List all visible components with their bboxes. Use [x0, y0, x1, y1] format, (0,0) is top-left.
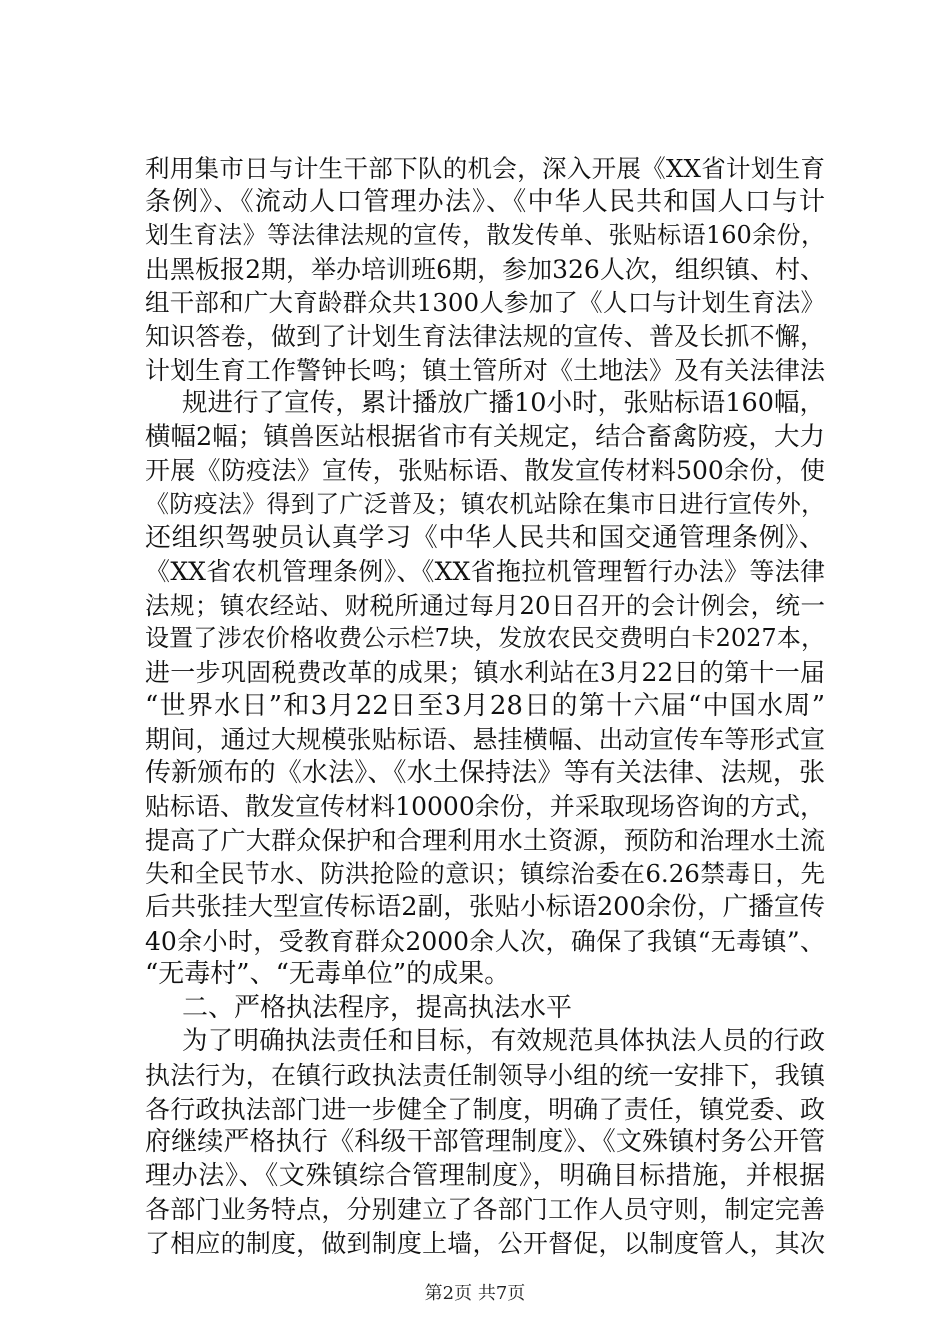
text-line: 为了明确执法责任和目标，有效规范具体执法人员的行政 — [182, 1026, 825, 1057]
text-line: 计划生育工作警钟长鸣；镇土管所对《土地法》及有关法律法 — [145, 355, 825, 385]
text-line: 贴标语、散发宣传材料10000余份，并采取现场咨询的方式， — [145, 792, 825, 822]
text-line: 出黑板报2期，举办培训班6期，参加326人次，组织镇、村、 — [145, 254, 825, 284]
section-heading: 二、严格执法程序，提高执法水平 — [182, 992, 573, 1023]
text-line: 法规；镇农经站、财税所通过每月20日召开的会计例会，统一 — [145, 590, 825, 620]
text-line: 了相应的制度，做到制度上墙，公开督促，以制度管人，其次 — [145, 1229, 825, 1258]
text-line: 划生育法》等法律法规的宣传，散发传单、张贴标语160余份， — [145, 221, 825, 250]
text-line: 设置了涉农价格收费公示栏7块，发放农民交费明白卡2027本， — [145, 624, 825, 653]
text-line: 期间，通过大规模张贴标语、悬挂横幅、出动宣传车等形式宣 — [145, 725, 825, 755]
text-line: “世界水日”和3月22日至3月28日的第十六届“中国水周” — [145, 690, 825, 721]
text-line: 还组织驾驶员认真学习《中华人民共和国交通管理条例》、 — [145, 522, 825, 553]
text-line: 提高了广大群众保护和合理利用水土资源，预防和治理水土流 — [145, 825, 825, 855]
text-line: 组干部和广大育龄群众共1300人参加了《人口与计划生育法》 — [145, 288, 825, 318]
text-line: 各行政执法部门进一步健全了制度，明确了责任，镇党委、政 — [145, 1094, 825, 1124]
text-line: 进一步巩固税费改革的成果；镇水利站在3月22日的第十一届 — [145, 657, 825, 687]
text-line: 知识答卷，做到了计划生育法律法规的宣传、普及长抓不懈， — [145, 321, 825, 351]
text-line: 后共张挂大型宣传标语2副，张贴小标语200余份，广播宣传 — [145, 892, 825, 923]
text-line: 理办法》、《文殊镇综合管理制度》，明确目标措施，并根据 — [145, 1160, 825, 1191]
text-line: 《防疫法》得到了广泛普及；镇农机站除在集市日进行宣传外， — [145, 489, 825, 518]
text-line: 《XX省农机管理条例》、《XX省拖拉机管理暂行办法》等法律 — [145, 557, 825, 587]
page-number: 第2页 共7页 — [424, 1283, 526, 1304]
document-body — [145, 152, 825, 1261]
text-line: 横幅2幅；镇兽医站根据省市有关规定，结合畜禽防疫，大力 — [145, 421, 825, 452]
text-line: “无毒村”、“无毒单位”的成果。 — [145, 959, 511, 990]
text-line: 失和全民节水、防洪抢险的意识；镇综治委在6.26禁毒日，先 — [145, 859, 825, 889]
text-line: 利用集市日与计生干部下队的机会，深入开展《XX省计划生育 — [145, 154, 825, 183]
text-line: 条例》、《流动人口管理办法》、《中华人民共和国人口与计 — [145, 186, 825, 217]
text-line: 40余小时，受教育群众2000余人次，确保了我镇“无毒镇”、 — [145, 926, 825, 956]
text-line: 府继续严格执行《科级干部管理制度》、《文殊镇村务公开管 — [145, 1127, 825, 1158]
text-line: 传新颁布的《水法》、《水土保持法》等有关法律、法规，张 — [145, 757, 825, 788]
text-line: 各部门业务特点，分别建立了各部门工作人员守则，制定完善 — [145, 1195, 825, 1225]
text-line: 执法行为，在镇行政执法责任制领导小组的统一安排下，我镇 — [145, 1061, 825, 1091]
text-line: 开展《防疫法》宣传，张贴标语、散发宣传材料500余份，使 — [145, 456, 825, 486]
text-line: 规进行了宣传，累计播放广播10小时，张贴标语160幅， — [182, 388, 825, 419]
